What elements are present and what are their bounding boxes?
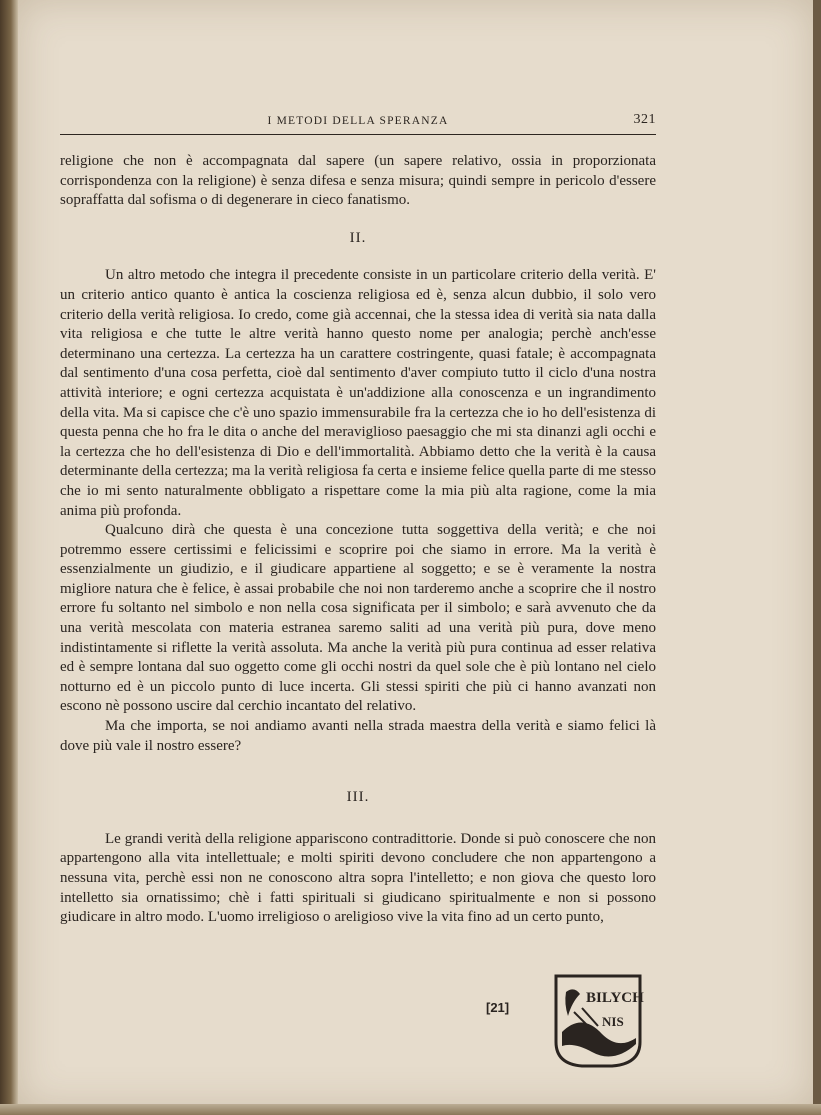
- paragraph-2b: Qualcuno dirà che questa è una concezione tutta soggettiva della verità; e che noi potremmo essere certissimi e felicissimi e scoprire poi che siamo in errore. Ma la verità è essenzialmente un giudizio, e il giudicare appartiene al soggetto; e se è veramente la nostra migliore natura che è felice, è assai probabile che noi non tarderemo anche a scoprire che il nostro errore fu soltanto nel simbolo e non nella cosa significata per il simbolo; e sarà avvenuto che da una verità mescolata con materia estranea saremo saliti ad una verità più pura, dove meno indistintamente si riflette la verità assoluta. Ma anche la verità più pura continua ad esser relativa ed è sempre lontana dal suo oggetto come gli occhi nostri da quel sole che è più lontano nel cielo notturno ed è un piccolo punto di luce incerta. Gli stessi spiriti che più ci hanno avanzati non escono nè possono uscire dal cerchio incantato del relativo.: [60, 522, 656, 715]
- paragraph-3a: Le grandi verità della religione appariscono contradittorie. Donde si può conoscere che non appartengono alla vita intellettuale; e molti spiriti devono concludere che non appartengono a nessuna vita, perchè essi non ne conoscono altra sopra l'intelletto; e non giova che questo loro intelletto sia ornatissimo; chè i fatti spirituali si giudicano spiritualmente e non si possono giudicare in altro modo. L'uomo irreligioso o areligioso vive la vita fino ad un certo punto,: [60, 830, 656, 926]
- ex-libris-text-bottom: NIS: [602, 1014, 624, 1029]
- paragraph-2c: Ma che importa, se noi andiamo avanti nella strada maestra della verità e siamo felici là dove più vale il nostro essere?: [60, 718, 656, 754]
- section-number-2: II.: [349, 229, 367, 246]
- section-number-3: III.: [346, 789, 370, 806]
- running-head-title: I METODI DELLA SPERANZA: [267, 115, 449, 127]
- ex-libris-text-top: BILYCH: [586, 990, 644, 1006]
- body-text: [60, 152, 656, 928]
- page-bottom-edge: [0, 1104, 821, 1115]
- page-number: 321: [633, 112, 656, 127]
- book-gutter: [0, 0, 18, 1115]
- ex-libris-stamp: [552, 972, 644, 1068]
- signature-mark: [21]: [486, 1000, 510, 1015]
- paragraph-2a: Un altro metodo che integra il precedente consiste in un particolare criterio della verità. E' un criterio antico quanto è antica la coscienza religiosa ed è, senza alcun dubbio, il solo vero criterio della verità religiosa. Io credo, come già accennai, che la stessa idea di verità sia nata dalla vita religiosa e che tutte le altre verità hanno questo nome per analogia; perchè anch'esse determinano una certezza. La certezza ha un carattere costringente, quasi fatale; è accompagnata dal sentimento d'una cosa perfetta, cioè dal sentimento d'aver compiuto tutto il ciclo d'una nostra attività interiore; e ogni certezza acquistata è un'addizione alla conoscenza e un ingrandimento della vita. Ma si capisce che c'è uno spazio immensurabile fra la certezza che io ho dell'esistenza di questa penna che ho fra le dita o anche del meraviglioso paesaggio che mi sta dinanzi agli occhi e la certezza che ho dell'esistenza di Dio e dell'immortalità. Abbiamo detto che la verità è la causa determinante della certezza; ma la verità religiosa fa certa e insieme felice quella parte di me stesso che io mi sento naturalmente obbligato a rispettare come la mia più alta ragione, come la mia anima più profonda.: [60, 267, 656, 519]
- paragraph-intro: religione che non è accompagnata dal sapere (un sapere relativo, ossia in proporzionata corrispondenza con la religione) è senza difesa e senza misura; quindi sempre in pericolo d'essere sopraffatta dal sofisma o di degenerare in cieco fanatismo.: [60, 153, 656, 209]
- running-head: [60, 112, 656, 135]
